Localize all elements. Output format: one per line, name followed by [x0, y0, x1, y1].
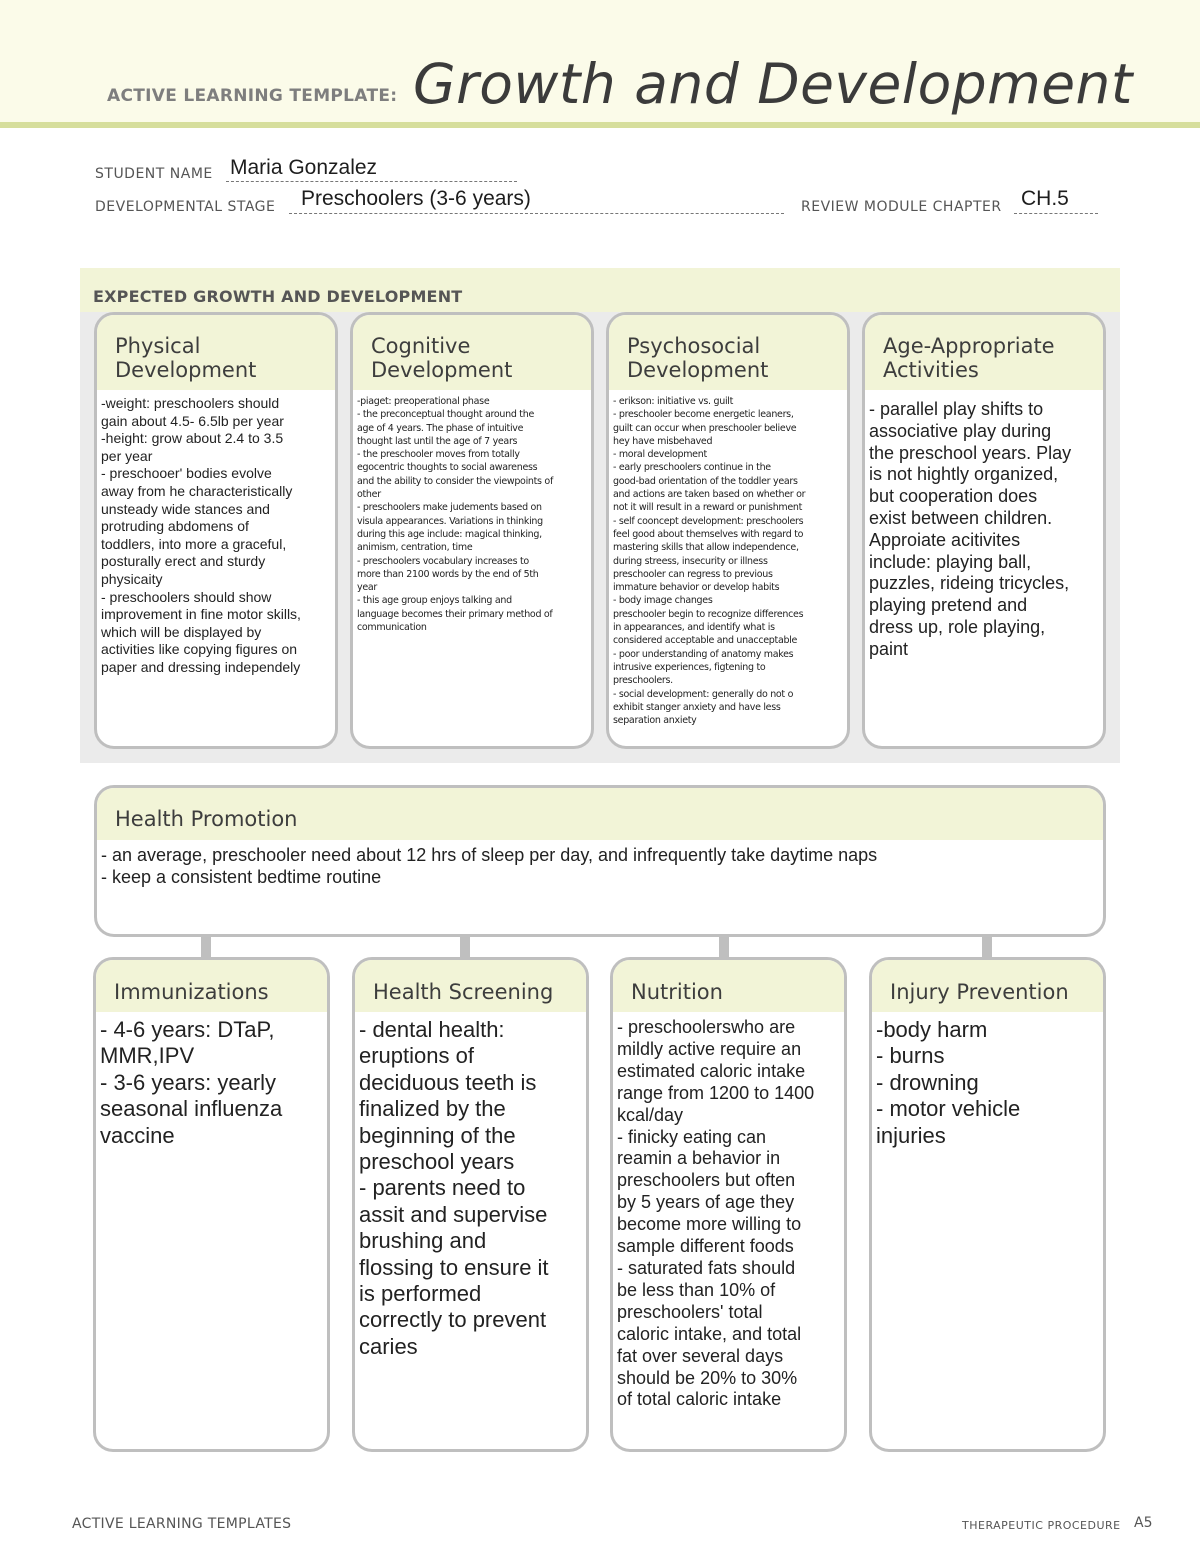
student-name-line — [226, 181, 517, 182]
health-screening-header — [355, 960, 586, 1012]
injury-prevention-box — [869, 957, 1106, 1452]
developmental-stage-field[interactable]: Preschoolers (3-6 years) — [301, 187, 531, 210]
expected-growth-title: EXPECTED GROWTH AND DEVELOPMENT — [93, 287, 463, 306]
connector-health-screening — [460, 936, 470, 958]
nutrition-box — [610, 957, 847, 1452]
developmental-stage-line — [289, 213, 784, 214]
nutrition-header — [613, 960, 844, 1012]
nutrition-text[interactable]: - preschoolerswho are mildly active require an estimated caloric intake range from 1200 to 1400 kcal/day - finicky eating can reamin a behavior in preschoolers but often by 5 years of age they become more willing to sample different foods - saturated fats should be less than 10% of preschoolers' total caloric intake, and total fat over several days should be 20% to 30% of total caloric intake — [617, 1017, 815, 1410]
age-appropriate-activities-text[interactable]: - parallel play shifts to associative play during the preschool years. Play is not hightly organized, but cooperation does exist between children. Approiate acitivites include: playing ball, puzzles, rideing tricycles, playing pretend and dress up, role playing, paint — [869, 399, 1072, 659]
injury-prevention-header — [872, 960, 1103, 1012]
footer-left: ACTIVE LEARNING TEMPLATES — [72, 1516, 292, 1532]
template-brand: ACTIVE LEARNING TEMPLATE: — [107, 86, 398, 106]
health-screening-title: Health Screening — [373, 980, 554, 1004]
connector-injury-prevention — [982, 936, 992, 958]
immunizations-text[interactable]: - 4-6 years: DTaP, MMR,IPV - 3-6 years: yearly seasonal influenza vaccine — [100, 1017, 283, 1148]
physical-development-header — [97, 315, 335, 390]
psychosocial-development-title: Psychosocial Development — [627, 334, 769, 382]
age-appropriate-activities-header — [865, 315, 1103, 390]
physical-development-text[interactable]: -weight: preschoolers should gain about 4.5- 6.5lb per year -height: grow about 2.4 to 3.5 per year - preschooer' bodies evolve away from he characteristically unsteady wide stances and protruding abdomens of toddlers, into more a graceful, posturally erect and sturdy physicaity - preschoolers should show improvement in fine motor skills, which will be displayed by activities like copying figures on paper and dressing independely — [101, 395, 301, 675]
immunizations-header — [96, 960, 327, 1012]
health-promotion-title: Health Promotion — [115, 807, 298, 831]
health-promotion-box — [94, 785, 1106, 937]
psychosocial-development-text[interactable]: - erikson: initiative vs. guilt - preschooler become energetic leaners, guilt can occur when preschooler believe hey have misbehaved - moral development - early preschoolers continue in the good-bad orientation of the toddler years and actions are taken based on whether or not it will result in a reward or punishment - self cooncept development: preschoolers feel good about themselves with regard to mastering skills that allow independence, during streess, insecurity or illness preschooler can regress to previous immature behavior or develop habits - body image changes preschooler begin to recognize differences in appearances, and identify what is considered acceptable and unacceptable - poor understanding of anatomy makes intrusive experiences, figtening to preschoolers. - social development: generally do not o exhibit stanger anxiety and have less separation anxiety — [613, 396, 806, 727]
cognitive-development-title: Cognitive Development — [371, 334, 513, 382]
injury-prevention-text[interactable]: -body harm - burns - drowning - motor vehicle injuries — [876, 1017, 1021, 1148]
physical-development-box — [94, 312, 338, 749]
age-appropriate-activities-title: Age-Appropriate Activities — [883, 334, 1055, 382]
psychosocial-development-header — [609, 315, 847, 390]
review-chapter-field[interactable]: CH.5 — [1021, 187, 1069, 210]
header-rule — [0, 122, 1200, 128]
connector-nutrition — [719, 936, 729, 958]
health-screening-text[interactable]: - dental health: eruptions of deciduous teeth is finalized by the beginning of the preschool years - parents need to assit and supervise brushing and flossing to ensure it is performed correctly to prevent caries — [359, 1017, 549, 1359]
developmental-stage-label: DEVELOPMENTAL STAGE — [95, 199, 276, 215]
age-appropriate-activities-box — [862, 312, 1106, 749]
cognitive-development-header — [353, 315, 591, 390]
review-chapter-line — [1014, 213, 1098, 214]
health-promotion-header — [97, 788, 1103, 840]
cognitive-development-box — [350, 312, 594, 749]
footer-right: THERAPEUTIC PROCEDURE — [962, 1519, 1121, 1532]
student-name-label: STUDENT NAME — [95, 166, 213, 182]
page-title: Growth and Development — [413, 52, 1133, 116]
page-number: A5 — [1134, 1515, 1153, 1531]
injury-prevention-title: Injury Prevention — [890, 980, 1069, 1004]
student-name-field[interactable]: Maria Gonzalez — [230, 156, 378, 179]
connector-immunizations — [201, 936, 211, 958]
health-promotion-text[interactable]: - an average, preschooler need about 12 hrs of sleep per day, and infrequently take daytime naps - keep a consistent bedtime routine — [101, 845, 878, 887]
cognitive-development-text[interactable]: -piaget: preoperational phase - the preconceptual thought around the age of 4 years. The phase of intuitive thought last until the age of 7 years - the preschooler moves from totally egocentric thoughts to social awareness and the ability to consider the viewpoints of other - preschoolers make judements based on visula appearances. Variations in thinking during this age include: magical thinking, animism, centration, time - preschoolers vocabulary increases to more than 2100 words by the end of 5th year - this age group enjoys talking and language becomes their primary method of communication — [357, 396, 553, 634]
physical-development-title: Physical Development — [115, 334, 257, 382]
immunizations-title: Immunizations — [114, 980, 269, 1004]
immunizations-box — [93, 957, 330, 1452]
health-screening-box — [352, 957, 589, 1452]
nutrition-title: Nutrition — [631, 980, 723, 1004]
psychosocial-development-box — [606, 312, 850, 749]
review-chapter-label: REVIEW MODULE CHAPTER — [801, 199, 1002, 215]
